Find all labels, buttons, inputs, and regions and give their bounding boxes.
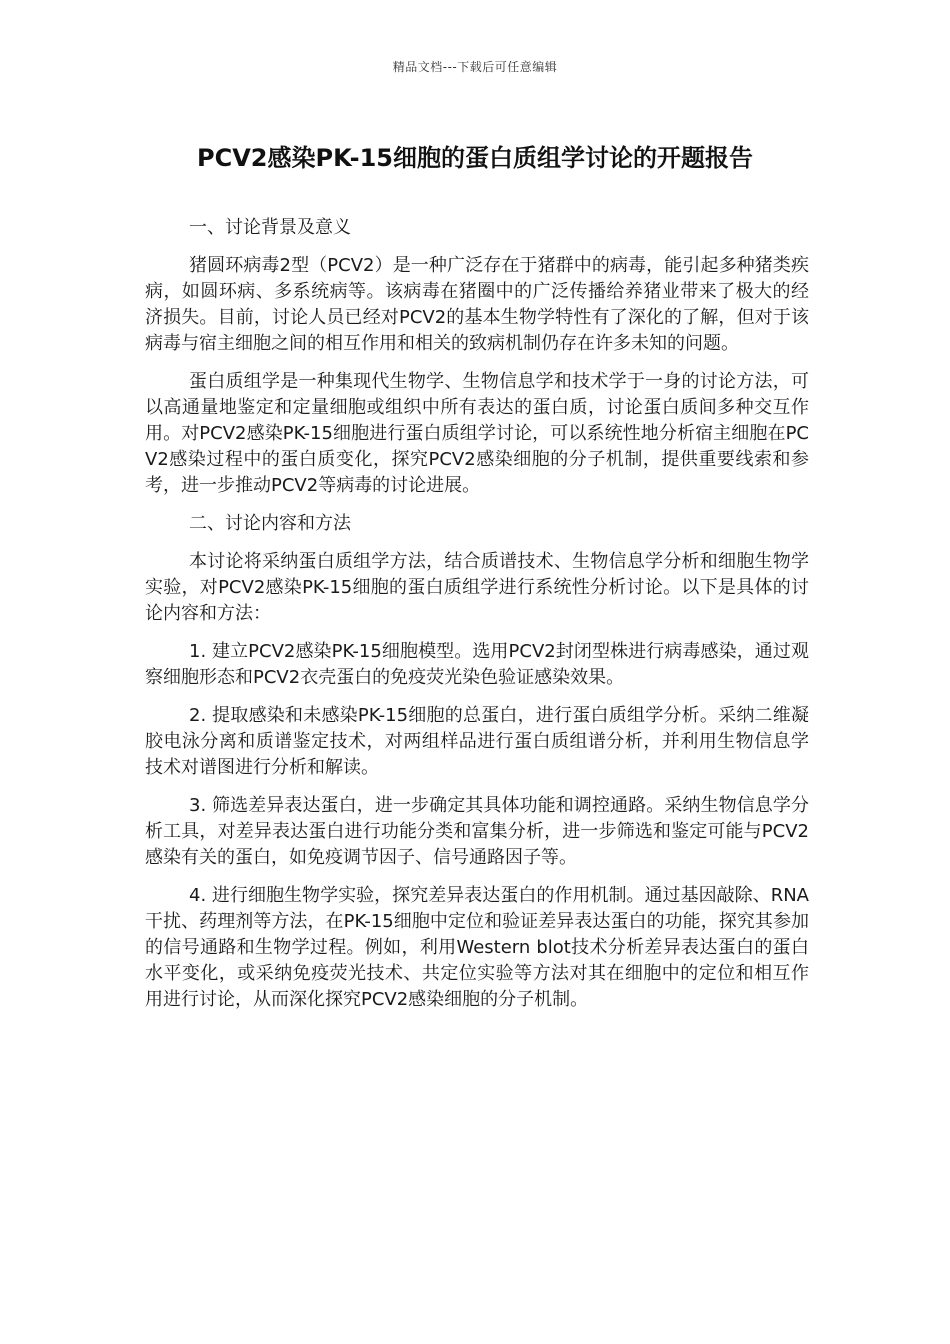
paragraph: 猪圆环病毒2型（PCV2）是一种广泛存在于猪群中的病毒，能引起多种猪类疾病，如圆环病、多系统病等。该病毒在猪圈中的广泛传播给养猪业带来了极大的经济损失。目前，讨论人员已经对PCV2的基本生物学特性有了深化的了解，但对于该病毒与宿主细胞之间的相互作用和相关的致病机制仍存在许多未知的问题。	[145, 255, 809, 354]
list-item-paragraph: 2. 提取感染和未感染PK-15细胞的总蛋白，进行蛋白质组学分析。采纳二维凝胶电泳分离和质谱鉴定技术，对两组样品进行蛋白质组谱分析，并利用生物信息学技术对谱图进行分析和解读。	[145, 705, 809, 778]
list-item-paragraph: 4. 进行细胞生物学实验，探究差异表达蛋白的作用机制。通过基因敲除、RNA干扰、药理剂等方法，在PK-15细胞中定位和验证差异表达蛋白的功能，探究其参加的信号通路和生物学过程。例如，利用Western blot技术分析差异表达蛋白的蛋白水平变化，或采纳免疫荧光技术、共定位实验等方法对其在细胞中的定位和相互作用进行讨论，从而深化探究PCV2感染细胞的分子机制。	[145, 885, 809, 1010]
paragraph: 蛋白质组学是一种集现代生物学、生物信息学和技术学于一身的讨论方法，可以高通量地鉴定和定量细胞或组织中所有表达的蛋白质，讨论蛋白质间多种交互作用。对PCV2感染PK-15细胞进行蛋白质组学讨论，可以系统性地分析宿主细胞在PCV2感染过程中的蛋白质变化，探究PCV2感染细胞的分子机制，提供重要线索和参考，进一步推动PCV2等病毒的讨论进展。	[145, 371, 809, 496]
section-methods	[145, 511, 809, 1013]
section-heading: 一、讨论背景及意义	[189, 217, 351, 238]
paragraph: 本讨论将采纳蛋白质组学方法，结合质谱技术、生物信息学分析和细胞生物学实验，对PCV2感染PK-15细胞的蛋白质组学进行系统性分析讨论。以下是具体的讨论内容和方法：	[145, 551, 809, 624]
document-body	[145, 215, 809, 1025]
list-item-paragraph: 3. 筛选差异表达蛋白，进一步确定其具体功能和调控通路。采纳生物信息学分析工具，对差异表达蛋白进行功能分类和富集分析，进一步筛选和鉴定可能与PCV2感染有关的蛋白，如免疫调节因子、信号通路因子等。	[145, 795, 809, 868]
document-title: PCV2感染PK-15细胞的蛋白质组学讨论的开题报告	[197, 144, 753, 172]
section-background	[145, 215, 809, 499]
section-heading: 二、讨论内容和方法	[189, 513, 351, 534]
list-item-paragraph: 1. 建立PCV2感染PK-15细胞模型。选用PCV2封闭型株进行病毒感染，通过观察细胞形态和PCV2衣壳蛋白的免疫荧光染色验证感染效果。	[145, 641, 809, 688]
header-note: 精品文档---下载后可任意编辑	[392, 60, 558, 74]
